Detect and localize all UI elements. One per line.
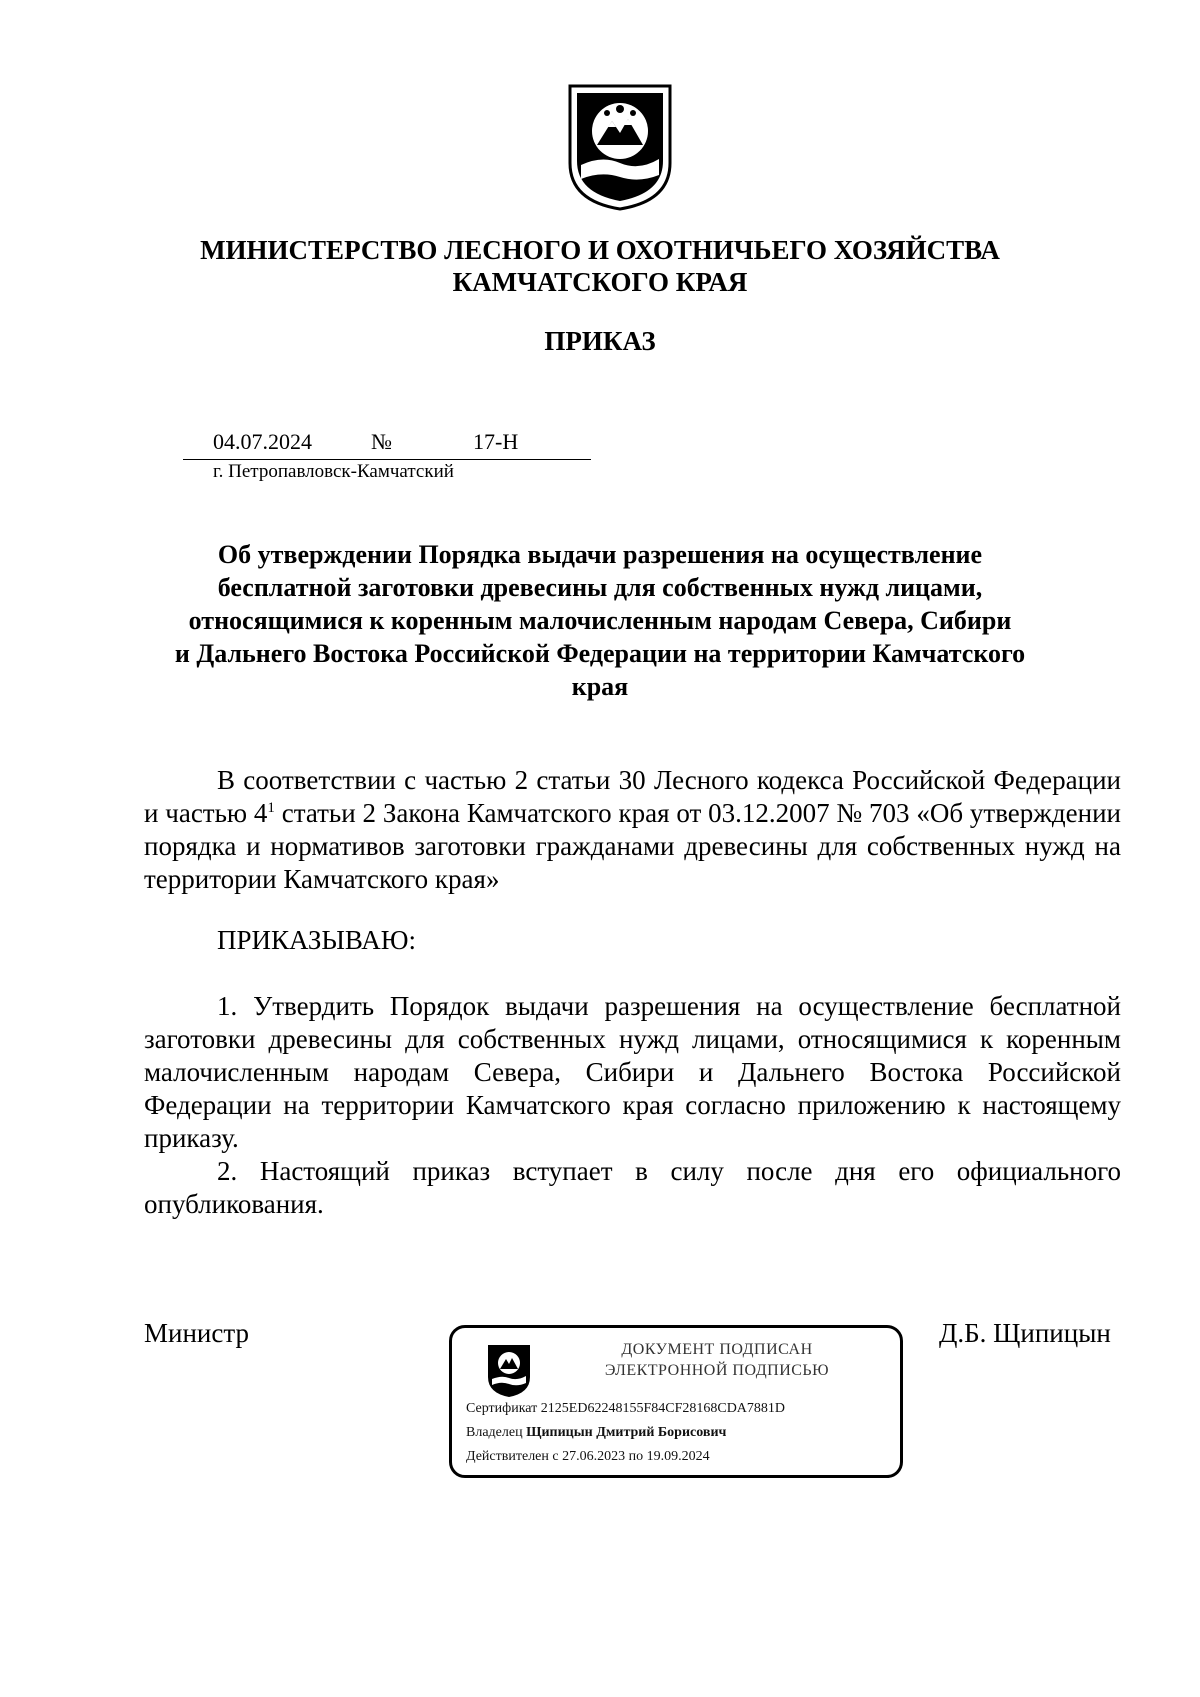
order-item-2: 2. Настоящий приказ вступает в силу после дня его официального опубликования. [144, 1156, 1121, 1219]
ministry-name-line2: КАМЧАТСКОГО КРАЯ [452, 267, 748, 297]
stamp-valid-label: Действителен с [466, 1449, 559, 1464]
document-type: ПРИКАЗ [544, 326, 656, 356]
stamp-valid-to-label: по [628, 1449, 644, 1464]
coat-of-arms-emblem [567, 83, 673, 211]
stamp-title-1: ДОКУМЕНТ ПОДПИСАН [621, 1341, 813, 1358]
order-date: 04.07.2024 [213, 429, 312, 454]
order-item-1: 1. Утвердить Порядок выдачи разрешения на осуществление бесплатной заготовки древесины для собственных нужд лицами, относящимися к коренным малочисленным народам Севера, Сибири и Дальнего Востока Российской Федерации на территории Камчатского края согласно приложению к настоящему приказу. [144, 991, 1121, 1153]
ministry-name-line1: МИНИСТЕРСТВО ЛЕСНОГО И ОХОТНИЧЬЕГО ХОЗЯЙСТВА [200, 235, 1000, 265]
stamp-valid-from: 27.06.2023 [562, 1449, 626, 1464]
number-sign: № [371, 429, 392, 454]
order-word: ПРИКАЗЫВАЮ: [217, 925, 416, 955]
signer-position: Министр [144, 1318, 249, 1348]
subject-line-3: относящимися к коренным малочисленным народам Севера, Сибири [188, 606, 1012, 635]
date-number-underline [183, 459, 591, 460]
subject-line-2: бесплатной заготовки древесины для собственных нужд лицами, [217, 573, 983, 602]
order-number: 17-Н [473, 429, 519, 454]
preamble-part2: статьи 2 Закона Камчатского края от 03.12.2007 № 703 «Об утверждении порядка и нормативов заготовки гражданами древесины для собственных нужд на территории Камчатского края» [144, 798, 1122, 894]
stamp-validity [466, 1449, 710, 1465]
preamble-part1: В соответствии с частью 2 статьи 30 Лесного кодекса Российской Федерации и частью 4 [144, 765, 1121, 828]
stamp-certificate [466, 1401, 785, 1417]
electronic-signature-stamp [449, 1325, 903, 1478]
subject-line-1: Об утверждении Порядка выдачи разрешения на осуществление [217, 540, 983, 569]
preamble-superscript: 1 [267, 800, 275, 816]
stamp-cert-value: 2125ED62248155F84CF28168CDA7881D [540, 1401, 786, 1416]
signer-name: Д.Б. Щипицын [939, 1318, 1111, 1348]
stamp-owner [466, 1425, 726, 1441]
subject-line-5: края [571, 672, 629, 701]
issue-place: г. Петропавловск-Камчатский [213, 461, 454, 482]
stamp-owner-label: Владелец [466, 1425, 523, 1440]
stamp-owner-value: Щипицын Дмитрий Борисович [526, 1425, 727, 1440]
subject-line-4: и Дальнего Востока Российской Федерации на территории Камчатского [174, 639, 1026, 668]
preamble-paragraph [144, 764, 1121, 896]
stamp-cert-label: Сертификат [466, 1401, 538, 1416]
stamp-valid-to: 19.09.2024 [646, 1449, 710, 1464]
stamp-title-2: ЭЛЕКТРОННОЙ ПОДПИСЬЮ [604, 1362, 830, 1379]
stamp-emblem-icon [486, 1343, 532, 1399]
